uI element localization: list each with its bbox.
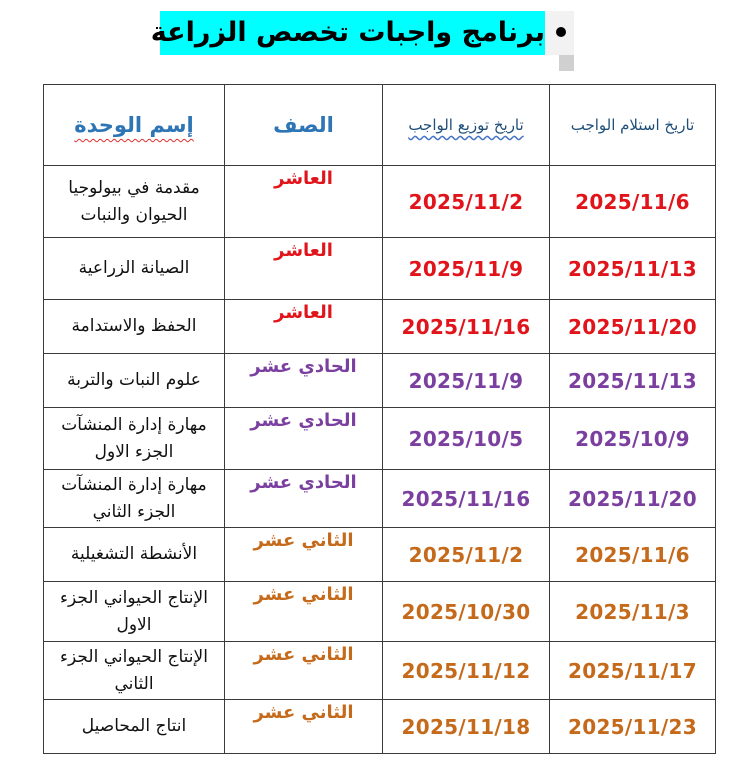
grade-cell: [225, 408, 383, 470]
title-side-box-lower: [559, 55, 574, 71]
receive-date-cell: 2025/11/20: [550, 470, 716, 528]
grade-label: العاشر: [274, 302, 333, 323]
header-distribute-date-label: تاريخ توزيع الواجب: [408, 116, 524, 134]
header-unit-label: إسم الوحدة: [74, 113, 194, 137]
unit-cell: الأنشطة التشغيلية: [44, 528, 225, 582]
title-bar: [150, 5, 574, 55]
table-row: [44, 238, 716, 300]
receive-date-cell: 2025/11/13: [550, 238, 716, 300]
table-row: [44, 470, 716, 528]
header-receive-date: تاريخ استلام الواجب: [550, 85, 716, 166]
distribute-date-cell: 2025/11/18: [383, 700, 550, 754]
unit-cell: الحفظ والاستدامة: [44, 300, 225, 354]
receive-date-cell: 2025/11/3: [550, 582, 716, 642]
header-grade: الصف: [225, 85, 383, 166]
unit-cell: مهارة إدارة المنشآت الجزء الاول: [44, 408, 225, 470]
table-row: [44, 300, 716, 354]
grade-label: الثاني عشر: [253, 644, 354, 665]
bullet-icon: [556, 27, 566, 37]
unit-cell: انتاج المحاصيل: [44, 700, 225, 754]
grade-cell: [225, 470, 383, 528]
grade-cell: [225, 700, 383, 754]
receive-date-cell: 2025/11/20: [550, 300, 716, 354]
unit-cell: الصيانة الزراعية: [44, 238, 225, 300]
distribute-date-cell: 2025/11/12: [383, 642, 550, 700]
grade-cell: [225, 300, 383, 354]
grade-label: الثاني عشر: [253, 530, 354, 551]
grade-label: العاشر: [274, 168, 333, 189]
unit-cell: مقدمة في بيولوجيا الحيوان والنبات: [44, 166, 225, 238]
unit-cell: علوم النبات والتربة: [44, 354, 225, 408]
grade-cell: [225, 528, 383, 582]
table-row: [44, 700, 716, 754]
header-unit: [44, 85, 225, 166]
distribute-date-cell: 2025/11/9: [383, 238, 550, 300]
table-row: [44, 408, 716, 470]
receive-date-cell: 2025/11/23: [550, 700, 716, 754]
grade-label: العاشر: [274, 240, 333, 261]
grade-cell: [225, 238, 383, 300]
grade-cell: [225, 166, 383, 238]
distribute-date-cell: 2025/11/16: [383, 470, 550, 528]
unit-cell: الإنتاج الحيواني الجزء الثاني: [44, 642, 225, 700]
grade-label: الثاني عشر: [253, 584, 354, 605]
grade-label: الحادي عشر: [250, 356, 357, 377]
header-distribute-date: [383, 85, 550, 166]
receive-date-cell: 2025/10/9: [550, 408, 716, 470]
grade-label: الحادي عشر: [250, 472, 357, 493]
distribute-date-cell: 2025/11/9: [383, 354, 550, 408]
grade-cell: [225, 582, 383, 642]
page-title: برنامج واجبات تخصص الزراعة: [150, 17, 545, 48]
receive-date-cell: 2025/11/17: [550, 642, 716, 700]
unit-cell: مهارة إدارة المنشآت الجزء الثاني: [44, 470, 225, 528]
grade-cell: [225, 642, 383, 700]
table-row: [44, 642, 716, 700]
unit-cell: الإنتاج الحيواني الجزء الاول: [44, 582, 225, 642]
distribute-date-cell: 2025/11/2: [383, 528, 550, 582]
table-row: [44, 166, 716, 238]
distribute-date-cell: 2025/10/5: [383, 408, 550, 470]
distribute-date-cell: 2025/11/2: [383, 166, 550, 238]
distribute-date-cell: 2025/11/16: [383, 300, 550, 354]
receive-date-cell: 2025/11/6: [550, 166, 716, 238]
receive-date-cell: 2025/11/6: [550, 528, 716, 582]
receive-date-cell: 2025/11/13: [550, 354, 716, 408]
distribute-date-cell: 2025/10/30: [383, 582, 550, 642]
grade-cell: [225, 354, 383, 408]
table-row: [44, 582, 716, 642]
table-row: [44, 528, 716, 582]
table-body: [44, 166, 716, 754]
grade-label: الثاني عشر: [253, 702, 354, 723]
grade-label: الحادي عشر: [250, 410, 357, 431]
homework-table: [43, 84, 716, 754]
table-header-row: [44, 85, 716, 166]
table-row: [44, 354, 716, 408]
